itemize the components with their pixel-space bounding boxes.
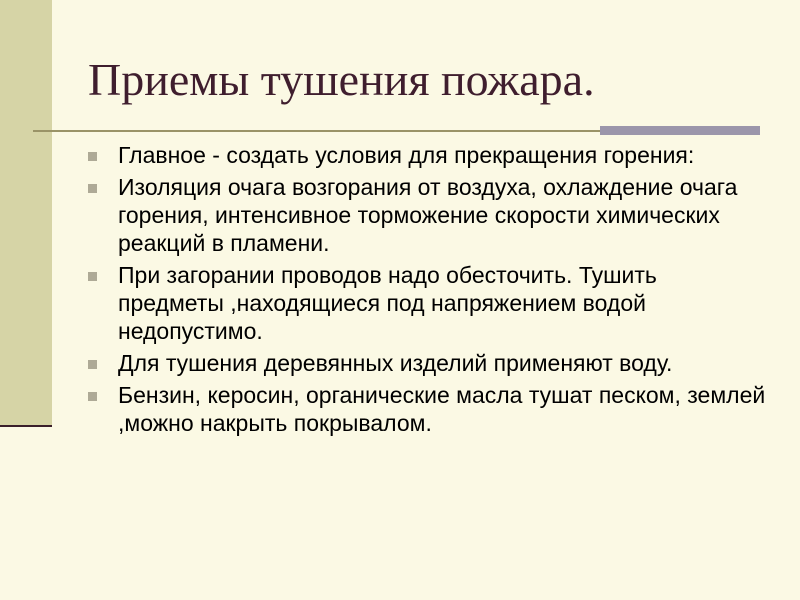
bullet-list — [88, 141, 768, 441]
bullet-text: Изоляция очага возгорания от воздуха, охлаждение очага горения, интенсивное торможение скорости химических реакций в пламени. — [118, 174, 738, 256]
bullet-item — [88, 349, 768, 377]
square-bullet-icon — [88, 272, 97, 281]
bullet-item — [88, 261, 768, 345]
bullet-item — [88, 173, 768, 257]
title-divider-accent — [600, 126, 760, 135]
bullet-text: Для тушения деревянных изделий применяют воду. — [118, 350, 673, 376]
left-decorative-bar — [0, 0, 52, 425]
left-bar-underline — [0, 425, 52, 427]
slide-title: Приемы тушения пожара. — [88, 54, 595, 105]
bullet-text: Бензин, керосин, органические масла тушат песком, землей ,можно накрыть покрывалом. — [118, 382, 766, 436]
bullet-item — [88, 141, 768, 169]
square-bullet-icon — [88, 360, 97, 369]
bullet-item — [88, 381, 768, 437]
square-bullet-icon — [88, 184, 97, 193]
bullet-text: При загорании проводов надо обесточить. Тушить предметы ,находящиеся под напряжением водой недопустимо. — [118, 262, 657, 344]
square-bullet-icon — [88, 392, 97, 401]
square-bullet-icon — [88, 152, 97, 161]
bullet-text: Главное - создать условия для прекращения горения: — [118, 142, 695, 168]
